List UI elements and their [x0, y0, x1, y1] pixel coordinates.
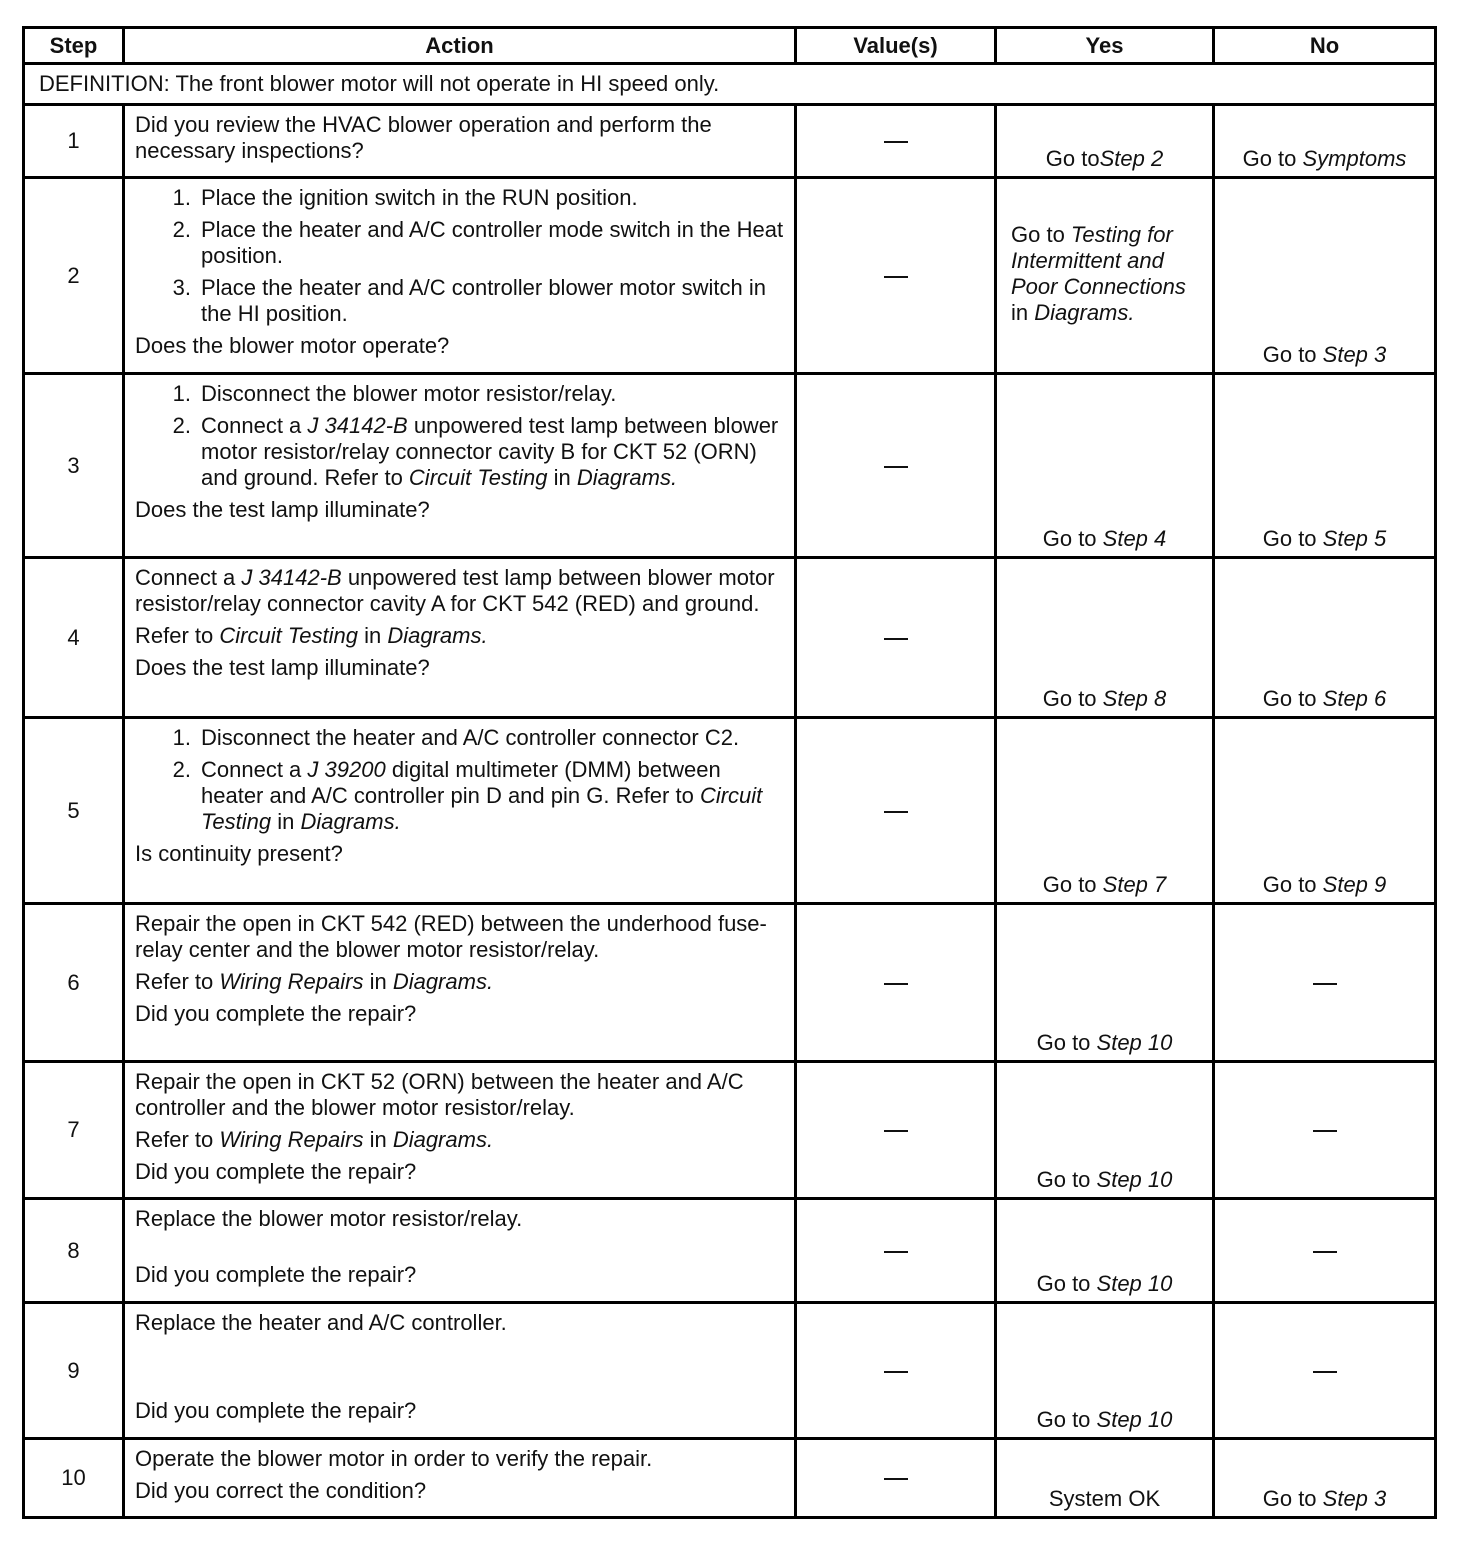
wiring-repairs-link[interactable]: Wiring Repairs [219, 969, 364, 994]
header-row [24, 28, 1436, 64]
action-text: Did you review the HVAC blower operation and perform the necessary inspections? [135, 112, 712, 163]
table-row [24, 178, 1436, 374]
yes-prefix: Go to [1045, 146, 1100, 171]
table-row [24, 718, 1436, 904]
value-cell [796, 904, 996, 1062]
action-cell [124, 105, 796, 178]
tool-name: J 39200 [307, 757, 386, 782]
table-row [24, 1303, 1436, 1439]
wiring-repairs-link[interactable]: Wiring Repairs [219, 1127, 364, 1152]
yes-cell[interactable] [996, 1062, 1214, 1199]
value-cell [796, 374, 996, 558]
table-row [24, 1062, 1436, 1199]
item-text: Disconnect the blower motor resistor/relay. [201, 381, 617, 406]
dash-icon [1313, 1130, 1337, 1132]
item-text: Place the heater and A/C controller mode switch in the Heat position. [201, 217, 784, 268]
no-prefix: Go to [1262, 872, 1323, 897]
diagrams-link[interactable]: Diagrams. [387, 623, 488, 648]
text-part: Connect a [201, 413, 308, 438]
circuit-testing-link[interactable]: Circuit Testing [219, 623, 358, 648]
diagrams-link[interactable]: Diagrams. [392, 969, 494, 994]
yes-link[interactable]: Testing for Intermittent and Poor Connections [1011, 221, 1186, 299]
no-cell [1214, 1303, 1436, 1439]
no-prefix: Go to [1262, 686, 1323, 711]
yes-prefix: Go to [1036, 1271, 1097, 1296]
no-prefix: Go to [1262, 342, 1323, 367]
item-number: 2. [172, 413, 191, 438]
text-part: in [357, 623, 388, 648]
table-row [24, 105, 1436, 178]
action-reference [135, 623, 784, 649]
action-text: Repair the open in CKT 542 (RED) between the underhood fuse-relay center and the blower motor resistor/relay. [135, 911, 767, 962]
action-item [135, 381, 784, 407]
no-link[interactable]: Symptoms [1302, 146, 1407, 171]
yes-cell[interactable] [996, 558, 1214, 718]
step-number: 3 [24, 374, 124, 558]
tool-name: J 34142-B [241, 565, 342, 590]
yes-cell [996, 1439, 1214, 1518]
dash-icon [884, 466, 908, 468]
table-row [24, 1199, 1436, 1303]
action-reference [135, 969, 784, 995]
header-step: Step [24, 28, 124, 64]
no-cell[interactable] [1214, 558, 1436, 718]
text-part: Connect a [201, 757, 308, 782]
no-link[interactable]: Step 3 [1322, 1486, 1387, 1511]
text-part: in [363, 969, 393, 994]
text-part: in [271, 809, 301, 834]
header-no: No [1214, 28, 1436, 64]
step-number: 8 [24, 1199, 124, 1303]
text-part: in [547, 465, 577, 490]
dash-icon [884, 1478, 908, 1480]
no-prefix: Go to [1262, 526, 1323, 551]
definition-text: DEFINITION: The front blower motor will not operate in HI speed only. [24, 64, 1436, 105]
yes-cell[interactable] [996, 904, 1214, 1062]
text-part: unpowered test lamp between blower motor resistor/relay connector cavity A for CKT 542 (RED) and ground. [135, 565, 775, 616]
item-text [201, 757, 784, 835]
no-cell [1214, 1062, 1436, 1199]
no-link[interactable]: Step 9 [1322, 872, 1387, 897]
value-cell [796, 105, 996, 178]
no-prefix: Go to [1242, 146, 1303, 171]
diagrams-link[interactable]: Diagrams. [392, 1127, 494, 1152]
action-item [135, 725, 784, 751]
value-cell [796, 718, 996, 904]
value-cell [796, 1303, 996, 1439]
action-cell [124, 178, 796, 374]
yes-cell[interactable] [996, 1199, 1214, 1303]
dash-icon [1313, 1251, 1337, 1253]
dash-icon [1313, 1371, 1337, 1373]
item-number: 1. [172, 725, 191, 750]
table-row [24, 904, 1436, 1062]
dash-icon [884, 1251, 908, 1253]
no-link[interactable]: Step 3 [1322, 342, 1387, 367]
text-part: Refer to [135, 1127, 220, 1152]
circuit-testing-link[interactable]: Circuit Testing [201, 783, 763, 834]
action-question: Did you complete the repair? [135, 1001, 417, 1026]
step-number: 1 [24, 105, 124, 178]
action-question: Did you complete the repair? [135, 1159, 417, 1184]
table-row [24, 374, 1436, 558]
action-item [135, 275, 784, 327]
action-question: Did you complete the repair? [135, 1398, 417, 1423]
item-text [201, 413, 784, 491]
value-cell [796, 178, 996, 374]
yes-prefix: Go to [1011, 221, 1071, 247]
yes-link-diagrams[interactable]: Diagrams. [1034, 299, 1135, 325]
yes-cell[interactable] [996, 374, 1214, 558]
value-cell [796, 1439, 996, 1518]
value-cell [796, 1199, 996, 1303]
circuit-testing-link[interactable]: Circuit Testing [408, 465, 548, 490]
no-cell [1214, 904, 1436, 1062]
dash-icon [884, 983, 908, 985]
diagrams-link[interactable]: Diagrams. [300, 809, 401, 834]
yes-prefix: Go to [1036, 1167, 1097, 1192]
header-values: Value(s) [796, 28, 996, 64]
yes-link[interactable]: Step 10 [1096, 1167, 1173, 1192]
dash-icon [884, 1130, 908, 1132]
text-part: in [363, 1127, 393, 1152]
yes-prefix: Go to [1042, 526, 1103, 551]
diagnostic-table-page [22, 26, 1434, 1519]
action-text [135, 565, 784, 617]
action-cell [124, 1439, 796, 1518]
dash-icon [884, 1371, 908, 1373]
action-reference [135, 1127, 784, 1153]
yes-link[interactable]: Step 2 [1099, 146, 1164, 171]
item-number: 1. [172, 381, 191, 406]
step-number: 2 [24, 178, 124, 374]
action-item [135, 217, 784, 269]
step-number: 9 [24, 1303, 124, 1439]
yes-link[interactable]: Step 7 [1102, 872, 1167, 897]
step-number: 7 [24, 1062, 124, 1199]
action-question: Does the test lamp illuminate? [135, 497, 430, 522]
action-cell [124, 558, 796, 718]
no-cell[interactable] [1214, 1439, 1436, 1518]
action-question: Does the test lamp illuminate? [135, 655, 430, 680]
yes-prefix: Go to [1036, 1407, 1097, 1432]
action-cell [124, 1062, 796, 1199]
yes-link[interactable]: Step 4 [1102, 526, 1167, 551]
action-item [135, 185, 784, 211]
action-text: Operate the blower motor in order to verify the repair. [135, 1446, 653, 1471]
no-cell[interactable] [1214, 105, 1436, 178]
step-number: 5 [24, 718, 124, 904]
yes-link[interactable]: Step 10 [1096, 1271, 1173, 1296]
action-cell [124, 1303, 796, 1439]
yes-prefix: Go to [1042, 872, 1103, 897]
diagrams-link[interactable]: Diagrams. [576, 465, 678, 490]
item-text: Place the ignition switch in the RUN position. [201, 185, 638, 210]
action-text: Replace the blower motor resistor/relay. [135, 1206, 523, 1231]
action-question: Did you correct the condition? [135, 1478, 427, 1503]
yes-cell[interactable] [996, 178, 1214, 374]
header-yes: Yes [996, 28, 1214, 64]
no-link[interactable]: Step 5 [1322, 526, 1387, 551]
value-cell [796, 1062, 996, 1199]
no-prefix: Go to [1262, 1486, 1323, 1511]
table-row [24, 1439, 1436, 1518]
item-text: Place the heater and A/C controller blower motor switch in the HI position. [201, 275, 766, 326]
action-cell [124, 374, 796, 558]
header-action: Action [124, 28, 796, 64]
yes-link[interactable]: Step 8 [1102, 686, 1167, 711]
tool-name: J 34142-B [307, 413, 408, 438]
text-part: digital multimeter (DMM) between heater and A/C controller pin D and pin G. Refer to [201, 757, 721, 808]
action-cell [124, 1199, 796, 1303]
yes-mid: in [1011, 299, 1035, 325]
no-link[interactable]: Step 6 [1322, 686, 1387, 711]
yes-prefix: Go to [1036, 1030, 1097, 1055]
yes-link[interactable]: Step 10 [1096, 1030, 1173, 1055]
dash-icon [1313, 983, 1337, 985]
text-part: Refer to [135, 969, 220, 994]
item-number: 3. [172, 275, 191, 300]
item-number: 2. [172, 217, 191, 242]
action-question: Does the blower motor operate? [135, 333, 450, 358]
definition-row [24, 64, 1436, 105]
yes-link[interactable]: Step 10 [1096, 1407, 1173, 1432]
no-cell [1214, 1199, 1436, 1303]
no-cell[interactable] [1214, 374, 1436, 558]
yes-cell[interactable] [996, 105, 1214, 178]
table-row [24, 558, 1436, 718]
step-number: 6 [24, 904, 124, 1062]
no-cell[interactable] [1214, 718, 1436, 904]
step-number: 4 [24, 558, 124, 718]
action-text: Repair the open in CKT 52 (ORN) between the heater and A/C controller and the blower motor resistor/relay. [135, 1069, 744, 1120]
step-number: 10 [24, 1439, 124, 1518]
action-text: Replace the heater and A/C controller. [135, 1310, 507, 1335]
dash-icon [884, 276, 908, 278]
yes-prefix: Go to [1042, 686, 1103, 711]
text-part: Refer to [135, 623, 220, 648]
action-cell [124, 904, 796, 1062]
yes-cell[interactable] [996, 718, 1214, 904]
value-cell [796, 558, 996, 718]
dash-icon [884, 141, 908, 143]
action-cell [124, 718, 796, 904]
text-part: unpowered test lamp between blower motor resistor/relay connector cavity B for CKT 52 (ORN) and ground. Refer to [201, 413, 779, 490]
text-part: Connect a [135, 565, 242, 590]
item-number: 2. [172, 757, 191, 782]
dash-icon [884, 811, 908, 813]
dash-icon [884, 638, 908, 640]
item-number: 1. [172, 185, 191, 210]
diagnostic-table [22, 26, 1437, 1519]
action-item [135, 413, 784, 491]
item-text: Disconnect the heater and A/C controller connector C2. [201, 725, 740, 750]
action-item [135, 757, 784, 835]
action-question: Did you complete the repair? [135, 1262, 417, 1287]
action-question: Is continuity present? [135, 841, 343, 866]
system-ok-text: System OK [1048, 1486, 1161, 1511]
no-cell[interactable] [1214, 178, 1436, 374]
yes-cell[interactable] [996, 1303, 1214, 1439]
